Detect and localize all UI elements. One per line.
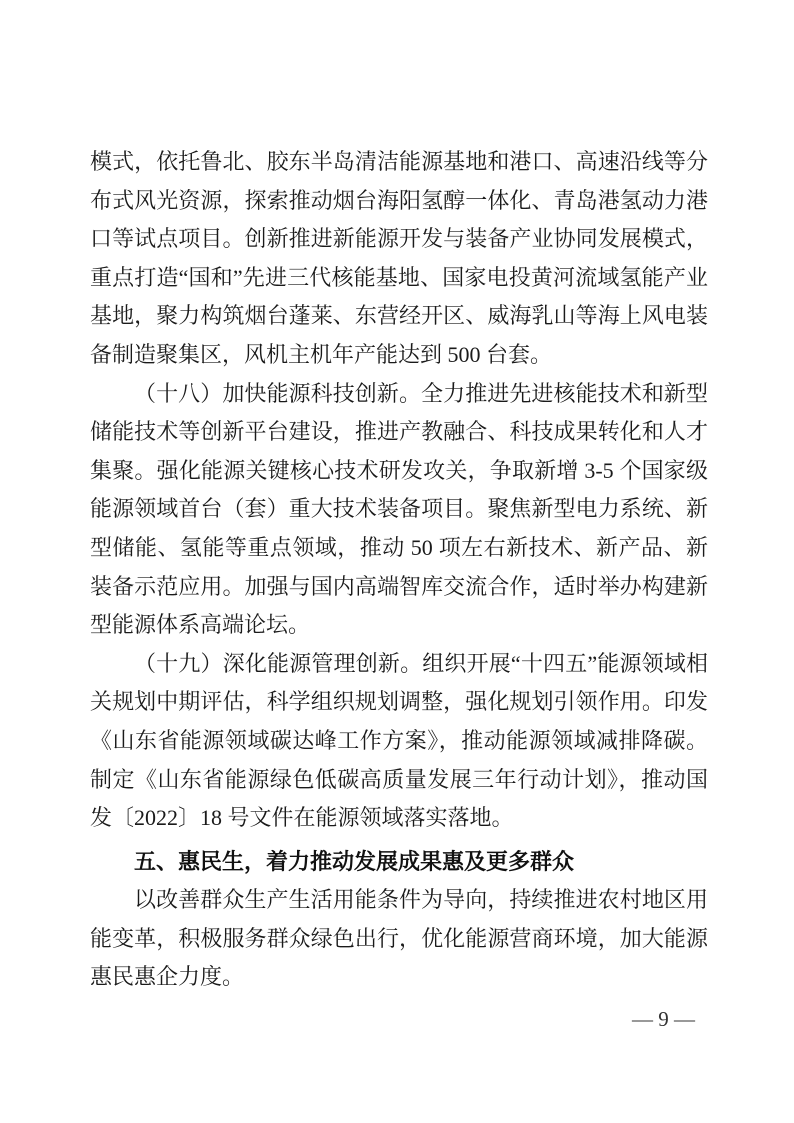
page-number: — 9 —	[632, 1007, 695, 1031]
section-heading-five: 五、惠民生，着力推动发展成果惠及更多群众	[134, 848, 575, 874]
paragraph-section-five-intro: 以改善群众生产生活用能条件为导向，持续推进农村地区用能变革，积极服务群众绿色出行，优化能源营商环境，加大能源惠民惠企力度。	[90, 887, 708, 990]
document-body	[90, 143, 708, 997]
paragraph-item-19: （十九）深化能源管理创新。组织开展“十四五”能源领域相关规划中期评估，科学组织规划调整，强化规划引领作用。印发《山东省能源领域碳达峰工作方案》，推动能源领域减排降碳。制定《山东省能源绿色低碳高质量发展三年行动计划》，推动国发〔2022〕18 号文件在能源领域落实落地。	[90, 650, 708, 831]
paragraph-item-18: （十八）加快能源科技创新。全力推进先进核能技术和新型储能技术等创新平台建设，推进产教融合、科技成果转化和人才集聚。强化能源关键核心技术研发攻关，争取新增 3-5 个国家级能源领域首台（套）重大技术装备项目。聚焦新型电力系统、新型储能、氢能等重点领域，推动 50 项左右新技术、新产品、新装备示范应用。加强与国内高端智库交流合作，适时举办构建新型能源体系高端论坛。	[90, 380, 708, 638]
paragraph-continuation: 模式，依托鲁北、胶东半岛清洁能源基地和港口、高速沿线等分布式风光资源，探索推动烟台海阳氢醇一体化、青岛港氢动力港口等试点项目。创新推进新能源开发与装备产业协同发展模式，重点打造“国和”先进三代核能基地、国家电投黄河流域氢能产业基地，聚力构筑烟台蓬莱、东营经开区、威海乳山等海上风电装备制造聚集区，风机主机年产能达到 500 台套。	[90, 149, 708, 367]
